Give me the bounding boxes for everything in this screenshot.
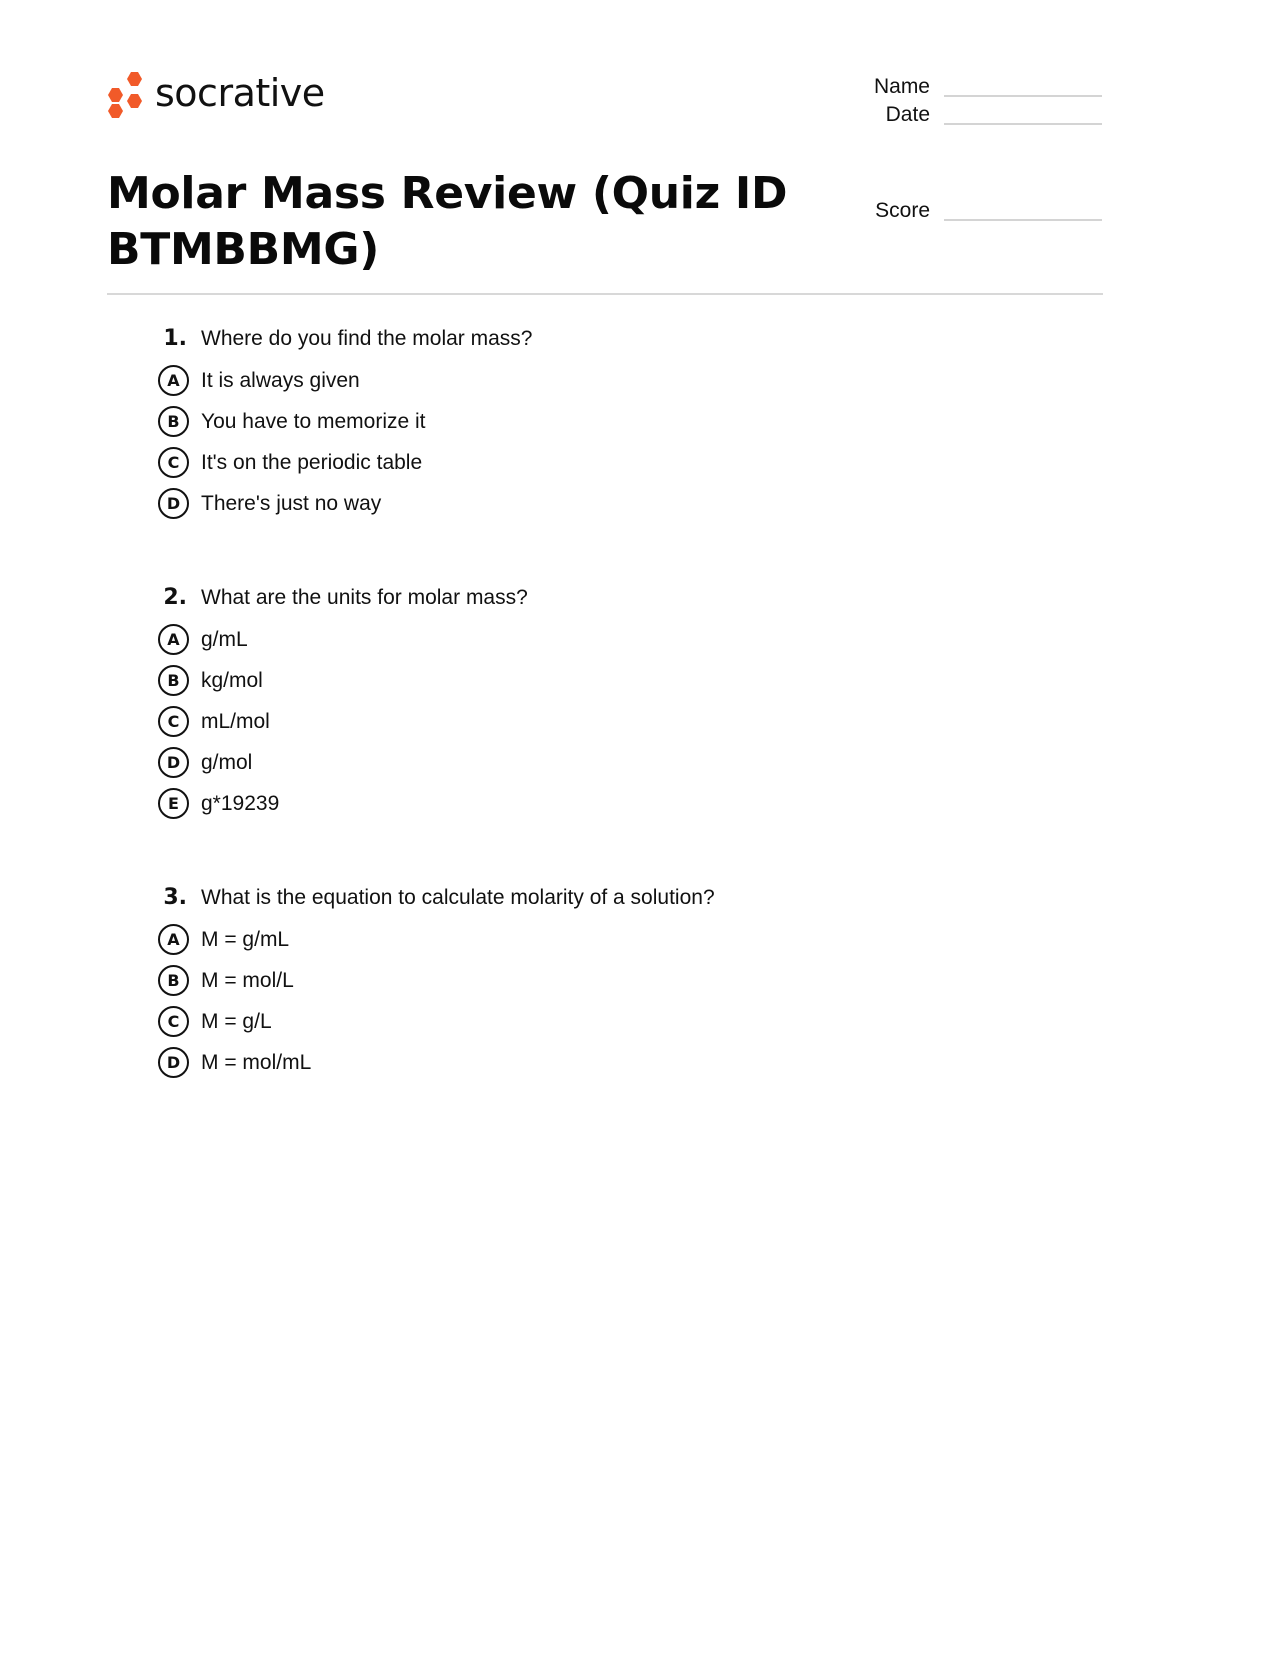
question-2 xyxy=(158,585,1058,824)
question-number: 1. xyxy=(163,326,187,351)
question-text: What is the equation to calculate molarity of a solution? xyxy=(201,886,715,909)
option-text: It is always given xyxy=(201,368,360,392)
name-field[interactable] xyxy=(850,75,1102,99)
option-text: g/mol xyxy=(201,750,253,774)
answer-option-c[interactable] xyxy=(158,1001,1058,1042)
answer-option-b[interactable] xyxy=(158,960,1058,1001)
option-text: M = g/mL xyxy=(201,927,290,951)
answer-option-c[interactable] xyxy=(158,701,1058,742)
option-bubble[interactable]: A xyxy=(158,624,189,655)
option-text: g/mL xyxy=(201,627,248,651)
option-bubble[interactable]: E xyxy=(158,788,189,819)
question-text: Where do you find the molar mass? xyxy=(201,327,533,350)
score-blank-line[interactable] xyxy=(944,219,1102,221)
option-text: M = g/L xyxy=(201,1009,272,1033)
option-text: There's just no way xyxy=(201,491,382,515)
option-text: mL/mol xyxy=(201,709,270,733)
option-bubble[interactable]: C xyxy=(158,706,189,737)
answer-option-d[interactable] xyxy=(158,483,1058,524)
date-blank-line[interactable] xyxy=(944,123,1102,125)
option-bubble[interactable]: D xyxy=(158,488,189,519)
option-bubble[interactable]: D xyxy=(158,747,189,778)
name-blank-line[interactable] xyxy=(944,95,1102,97)
answer-option-a[interactable] xyxy=(158,919,1058,960)
answer-option-b[interactable] xyxy=(158,401,1058,442)
question-1 xyxy=(158,326,1058,524)
option-bubble[interactable]: B xyxy=(158,965,189,996)
option-bubble[interactable]: A xyxy=(158,924,189,955)
option-bubble[interactable]: C xyxy=(158,447,189,478)
page-title: Molar Mass Review (Quiz ID BTMBBMG) xyxy=(107,168,788,275)
question-3 xyxy=(158,885,1058,1083)
option-bubble[interactable]: B xyxy=(158,406,189,437)
answer-option-d[interactable] xyxy=(158,1042,1058,1083)
answer-option-d[interactable] xyxy=(158,742,1058,783)
score-label: Score xyxy=(875,199,930,222)
question-number: 2. xyxy=(163,585,187,610)
option-text: M = mol/L xyxy=(201,968,294,992)
answer-option-c[interactable] xyxy=(158,442,1058,483)
option-text: kg/mol xyxy=(201,668,263,692)
question-list xyxy=(158,326,1058,1129)
brand-name: socrative xyxy=(155,71,325,115)
name-label: Name xyxy=(873,75,930,98)
option-bubble[interactable]: C xyxy=(158,1006,189,1037)
option-bubble[interactable]: A xyxy=(158,365,189,396)
option-bubble[interactable]: D xyxy=(158,1047,189,1078)
question-number: 3. xyxy=(163,885,187,910)
answer-option-a[interactable] xyxy=(158,619,1058,660)
brand-logo xyxy=(107,70,325,120)
date-field[interactable] xyxy=(850,103,1102,127)
header-divider xyxy=(107,293,1103,295)
hexagon-cluster-icon xyxy=(107,71,145,119)
answer-option-e[interactable] xyxy=(158,783,1058,824)
option-text: g*19239 xyxy=(201,791,280,815)
option-text: It's on the periodic table xyxy=(201,450,423,474)
answer-option-a[interactable] xyxy=(158,360,1058,401)
option-text: You have to memorize it xyxy=(201,409,426,433)
question-text: What are the units for molar mass? xyxy=(201,586,528,609)
option-bubble[interactable]: B xyxy=(158,665,189,696)
date-label: Date xyxy=(885,103,930,126)
score-field[interactable] xyxy=(850,199,1102,223)
answer-option-b[interactable] xyxy=(158,660,1058,701)
option-text: M = mol/mL xyxy=(201,1050,312,1074)
